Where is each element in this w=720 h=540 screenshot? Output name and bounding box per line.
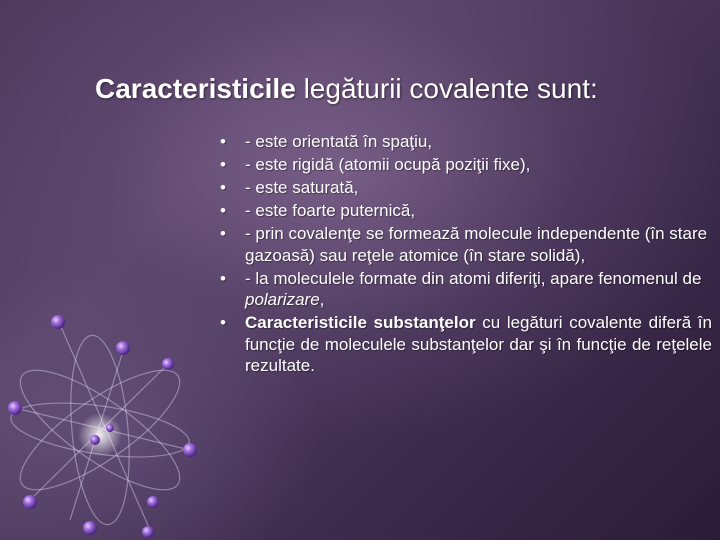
title-bold-part: Caracteristicile <box>95 73 296 104</box>
list-item <box>216 268 712 311</box>
electron-sphere <box>51 315 65 329</box>
bullet-marker: • <box>220 224 226 243</box>
electron-sphere <box>147 496 159 508</box>
list-item <box>216 131 712 153</box>
electron-sphere <box>8 401 22 415</box>
bullet-text-italic: polarizare <box>245 290 320 309</box>
bullet-marker: • <box>220 155 226 174</box>
bullet-text-after: , <box>319 290 325 309</box>
list-item <box>216 223 712 266</box>
bullet-list <box>216 131 712 378</box>
bullet-text-after: cu legături covalente diferă în funcţie de moleculele substanţelor dar şi în funcţie de reţelele rezultate. <box>245 313 712 375</box>
electron-sphere <box>162 358 174 370</box>
electron-sphere <box>83 521 97 535</box>
bullet-text-bold: Caracteristicile substanţelor <box>245 313 476 332</box>
electron-sphere <box>183 443 197 457</box>
bullet-marker: • <box>220 201 226 220</box>
bullet-text: - este foarte puternică, <box>245 201 416 220</box>
bullet-text: - este saturată, <box>245 178 359 197</box>
list-item <box>216 312 712 377</box>
nucleus-glow <box>78 413 122 457</box>
electron-sphere <box>90 435 100 445</box>
electron-sphere <box>116 341 130 355</box>
bullet-text: - este orientată în spaţiu, <box>245 132 433 151</box>
bullet-marker: • <box>220 178 226 197</box>
electron-sphere <box>106 424 114 432</box>
electron-sphere <box>142 526 154 538</box>
title-rest: legăturii covalente sunt: <box>295 73 598 104</box>
list-item <box>216 177 712 199</box>
atom-illustration <box>0 300 220 540</box>
bullet-marker: • <box>220 268 226 288</box>
bullet-text: - este rigidă (atomii ocupă poziţii fixe), <box>245 155 531 174</box>
list-item <box>216 154 712 176</box>
electron-sphere <box>23 495 37 509</box>
slide-title <box>95 72 695 106</box>
bullet-marker: • <box>220 132 226 151</box>
bullet-text-before: - la moleculele formate din atomi diferiţi, apare fenomenul de <box>245 268 702 288</box>
bullet-marker: • <box>220 313 226 332</box>
list-item <box>216 200 712 222</box>
bullet-text: - prin covalenţe se formează molecule independente (în stare gazoasă) sau reţele atomice (în stare solidă), <box>245 224 708 265</box>
